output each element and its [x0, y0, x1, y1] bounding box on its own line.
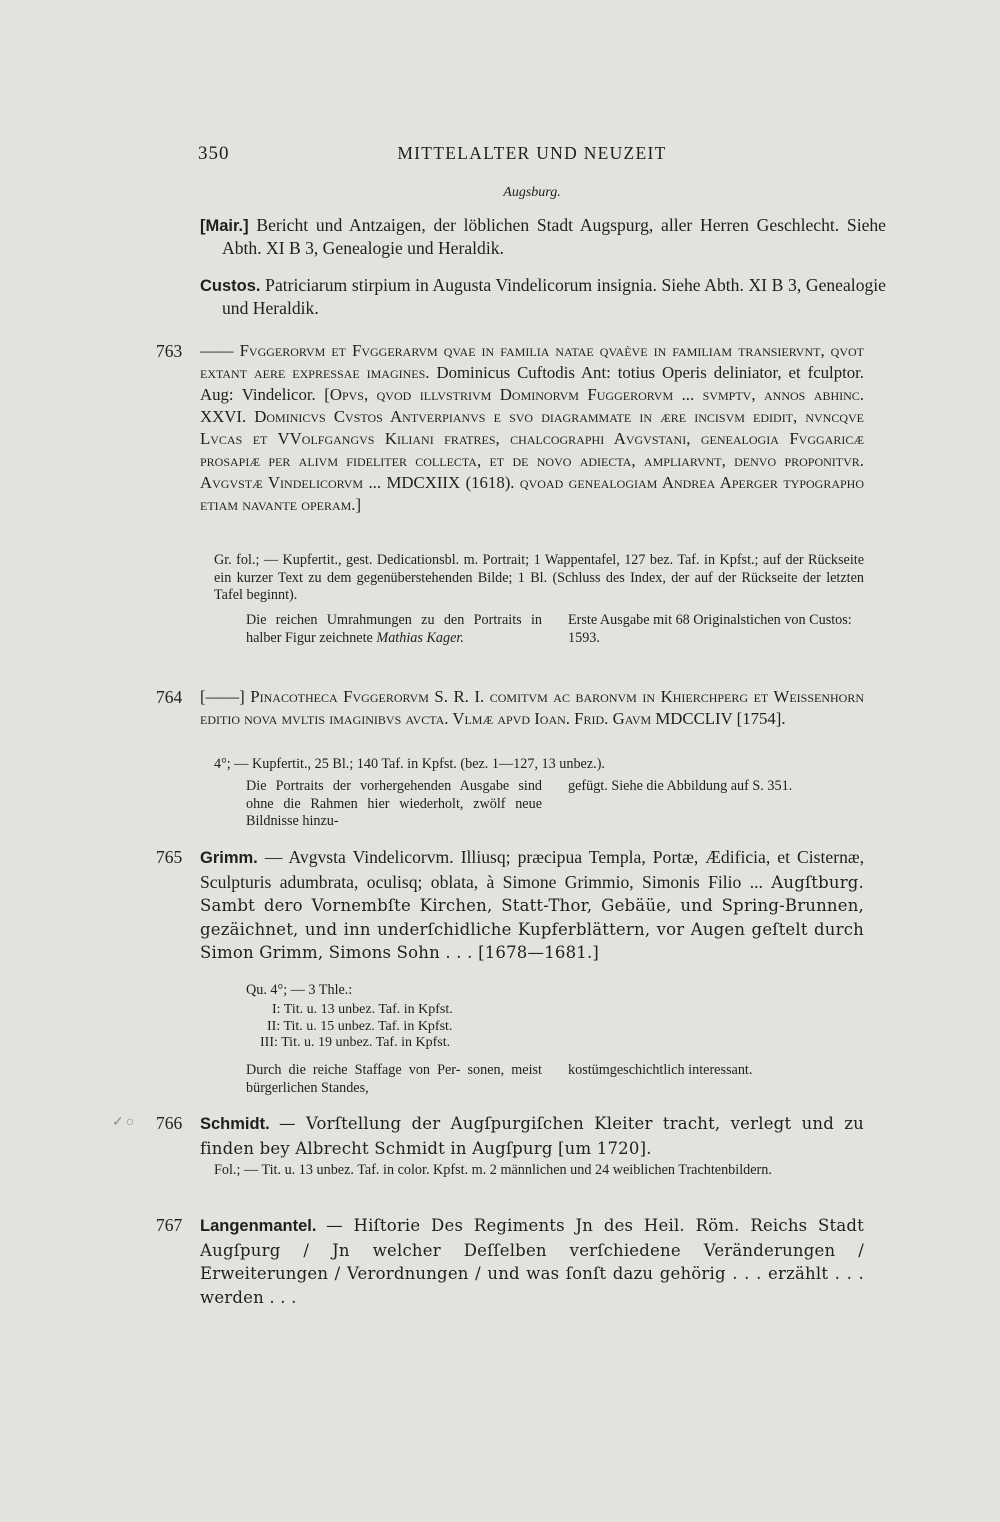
page-header: [198, 143, 866, 167]
entry-custos: [200, 274, 886, 319]
entry-765-volumes: [260, 1002, 560, 1052]
entry-number: 766: [156, 1113, 183, 1133]
volume-1: I: Tit. u. 13 unbez. Taf. in Kpfst.: [272, 1002, 453, 1017]
entry-764-note-left: Die Portraits der vorhergehenden Ausgabe sind ohne die Rahmen hier wiederholt, zwölf neue Bildnisse hinzu-: [246, 778, 543, 829]
entry-764-note-right: gefügt. Siehe die Abbildung auf S. 351.: [568, 778, 793, 794]
entry-text: Patriciarum stirpium in Augusta Vindelicorum insignia. Siehe Abth. XI B 3, Genealogie und Heraldik.: [222, 275, 886, 318]
entry-765-note-left: Durch die reiche Staffage von Per- sonen, meist bürgerlichen Standes,: [246, 1062, 542, 1096]
entry-766: [156, 1112, 865, 1160]
entry-author: [Mair.]: [200, 217, 249, 235]
page-number: 350: [198, 143, 230, 164]
entry-number: 767: [156, 1215, 183, 1235]
entry-767: [156, 1214, 864, 1309]
entry-title: Pinacotheca Fvggerorvm S. R. I. comitvm ac baronvm in Khierchperg et Weissenhorn editio nova mvltis imaginibvs avcta. Vlmæ apvd Ioan. Frid. Gavm MDCCLIV [1754].: [200, 687, 864, 728]
volume-2: II: Tit. u. 15 unbez. Taf. in Kpfst.: [267, 1018, 453, 1034]
entry-763: [156, 340, 864, 516]
entry-author: Grimm.: [200, 849, 258, 867]
entry-number: 764: [156, 687, 183, 707]
volume-3: III: Tit. u. 19 unbez. Taf. in Kpfst.: [260, 1035, 451, 1050]
entry-dash: ——: [200, 341, 234, 360]
entry-engraver-line: Dominicus Cuftodis Ant: totius Operis deliniator, et fculptor. Aug: Vindelicor.: [200, 363, 864, 404]
entry-bracket: [——]: [200, 687, 245, 706]
entry-764-description: 4°; — Kupfertit., 25 Bl.; 140 Taf. in Kpfst. (bez. 1—127, 13 unbez.).: [214, 756, 605, 772]
running-title: MITTELALTER UND NEUZEIT: [397, 143, 667, 163]
entry-author: Custos.: [200, 277, 261, 295]
entry-title: Fvggerorvm et Fvggerarvm qvae in familia natae qvaève in familiam transiervnt, qvot extant aere expressae imagines.: [200, 341, 864, 382]
entry-mair: [200, 214, 886, 259]
entry-fraktur-title: Augſtburg. Sambt dero Vornembſte Kirchen, Statt-Thor, Gebäüe, und Spring-Brunnen, gezäichnet, und inn underſchidliche Kupferblättern, vor Augen geſtelt durch Simon Grimm, Simons Sohn . . . [1678—1681.]: [200, 872, 864, 962]
entry-765-note-right: kostümgeschichtlich interessant.: [568, 1062, 753, 1078]
entry-766-description: Fol.; — Tit. u. 13 unbez. Taf. in color. Kpfst. m. 2 männlichen und 24 weiblichen Trachtenbildern.: [214, 1162, 772, 1178]
entry-763-note-right: Erste Ausgabe mit 68 Originalstichen von Custos: 1593.: [568, 612, 852, 646]
place-heading: Augsburg.: [503, 185, 561, 200]
entry-text: Bericht und Antzaigen, der löblichen Stadt Augspurg, aller Herren Geschlecht. Siehe Abth. XI B 3, Genealogie und Heraldik.: [222, 215, 886, 258]
entry-765: [156, 846, 865, 965]
entry-title-continued: [Opvs, qvod illvstrivm Dominorvm Fuggerorvm ... svmptv, annos abhinc. XXVI. Dominicvs Cvstos Antverpianvs e svo diagrammate in ære incisvm edidit, nvncqve Lvcas et VVolfgangvs Kiliani fratres, chalcographi Avgvstani, genealogia Fvggaricæ prosapiæ per alivm fideliter collecta, et de novo adiecta, ampliarvnt, denvo proponitvr. Avgvstæ Vindelicorvm ... MDCXIIX (1618). qvoad genealogiam Andrea Aperger typographo etiam navante operam.]: [200, 385, 864, 514]
entry-765-description: Qu. 4°; — 3 Thle.:: [246, 982, 353, 998]
entry-fraktur-title: — Hiſtorie Des Regiments Jn des Heil. Röm. Reichs Stadt Augſpurg / Jn welcher Deſſelben verſchiedene Veränderungen / Erweiterungen / Verordnungen / und was ſonſt dazu gehörig . . . erzählt . . . werden . . .: [200, 1216, 864, 1307]
entry-763-description: Gr. fol.; — Kupfertit., gest. Dedicationsbl. m. Portrait; 1 Wappentafel, 127 bez. Taf. in Kpfst.; auf der Rückseite ein kurzer Text zu dem gegenüberstehenden Bilde; 1 Bl. (Schluss des Index, der auf der Rückseite der letzten Tafel beginnt).: [214, 552, 864, 603]
entry-latin-title: — Avgvsta Vindelicorvm. Illiusq; præcipua Templa, Portæ, Ædificia, et Cisternæ, Sculpturis adumbrata, oculisq; oblata, à Simone Grimmio, Simonis Filio ...: [200, 847, 865, 892]
entry-author: Schmidt.: [200, 1115, 270, 1133]
entry-764: [156, 686, 864, 730]
entry-fraktur-title: — Vorſtellung der Augſpurgiſchen Kleiter tracht, verlegt und zu finden bey Albrecht Schmidt in Augſpurg [um 1720].: [200, 1114, 865, 1158]
entry-763-note-left: Die reichen Umrahmungen zu den Portraits in halber Figur zeichnete Mathias Kager.: [246, 612, 542, 646]
margin-pencil-mark: ✓○: [112, 1115, 137, 1130]
entry-number: 765: [156, 847, 183, 867]
entry-author: Langenmantel.: [200, 1217, 317, 1235]
entry-number: 763: [156, 341, 183, 361]
